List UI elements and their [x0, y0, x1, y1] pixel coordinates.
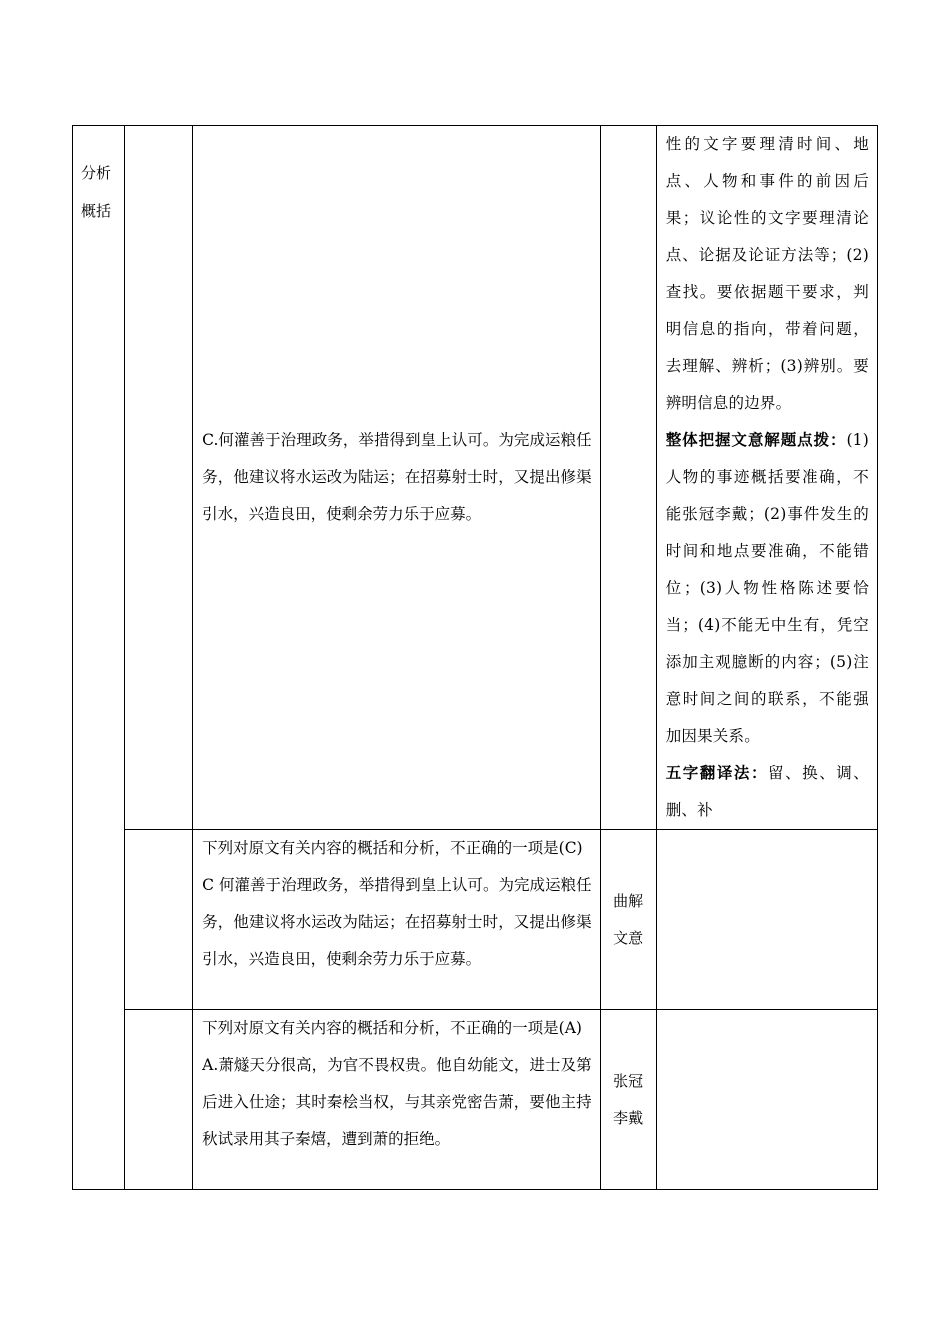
empty-cell	[125, 830, 193, 1010]
translate-paragraph	[666, 755, 869, 829]
table-row	[73, 126, 878, 830]
tips-paragraph	[666, 422, 869, 755]
question-cell	[193, 126, 601, 830]
empty-cell	[600, 126, 656, 830]
category-line-2: 概括	[81, 202, 112, 220]
content-table	[72, 125, 878, 1190]
translate-text: 留、换、调、删、补	[665, 764, 870, 819]
question-text: C.何灌善于治理政务，举措得到皇上认可。为完成运粮任务，他建议将水运改为陆运；在招募射士时，又提出修渠引水，兴造良田，使剩余劳力乐于应募。	[202, 431, 592, 523]
empty-cell	[656, 830, 877, 1010]
tips-text: (1)人物的事迹概括要准确，不能张冠李戴；(2)事件发生的时间和地点要准确，不能错位；(3)人物性格陈述要恰当；(4)不能无中生有，凭空添加主观臆断的内容；(5)注意时间之间的联系，不能强加因果关系。	[665, 431, 869, 745]
empty-cell	[125, 126, 193, 830]
question-cell	[193, 1010, 601, 1190]
error-type-tag: 曲解文意	[600, 830, 656, 1010]
error-type-tag: 张冠李戴	[600, 1010, 656, 1190]
method-cell	[656, 126, 877, 830]
question-prompt: 下列对原文有关内容的概括和分析，不正确的一项是(A)	[202, 1019, 582, 1037]
question-prompt: 下列对原文有关内容的概括和分析，不正确的一项是(C)	[202, 839, 583, 857]
table-row	[73, 830, 878, 1010]
question-option: C 何灌善于治理政务，举措得到皇上认可。为完成运粮任务，他建议将水运改为陆运；在招募射士时，又提出修渠引水，兴造良田，使剩余劳力乐于应募。	[202, 876, 592, 968]
tips-heading: 整体把握文意解题点拨：	[665, 431, 847, 449]
empty-cell	[656, 1010, 877, 1190]
question-cell	[193, 830, 601, 1010]
category-line-1: 分析	[81, 164, 112, 182]
table-row	[73, 1010, 878, 1190]
empty-cell	[125, 1010, 193, 1190]
question-option: A.萧燧天分很高，为官不畏权贵。他自幼能文，进士及第后进入仕途；其时秦桧当权，与其亲党密告萧，要他主持秋试录用其子秦熺，遭到萧的拒绝。	[202, 1056, 592, 1148]
method-intro: 性的文字要理清时间、地点、人物和事件的前因后果；议论性的文字要理清论点、论据及论证方法等；(2)查找。要依据题干要求，判明信息的指向，带着问题，去理解、辨析；(3)辨别。要辨明信息的边界。	[665, 135, 869, 412]
category-cell	[73, 126, 125, 1190]
translate-heading: 五字翻译法：	[665, 764, 769, 782]
